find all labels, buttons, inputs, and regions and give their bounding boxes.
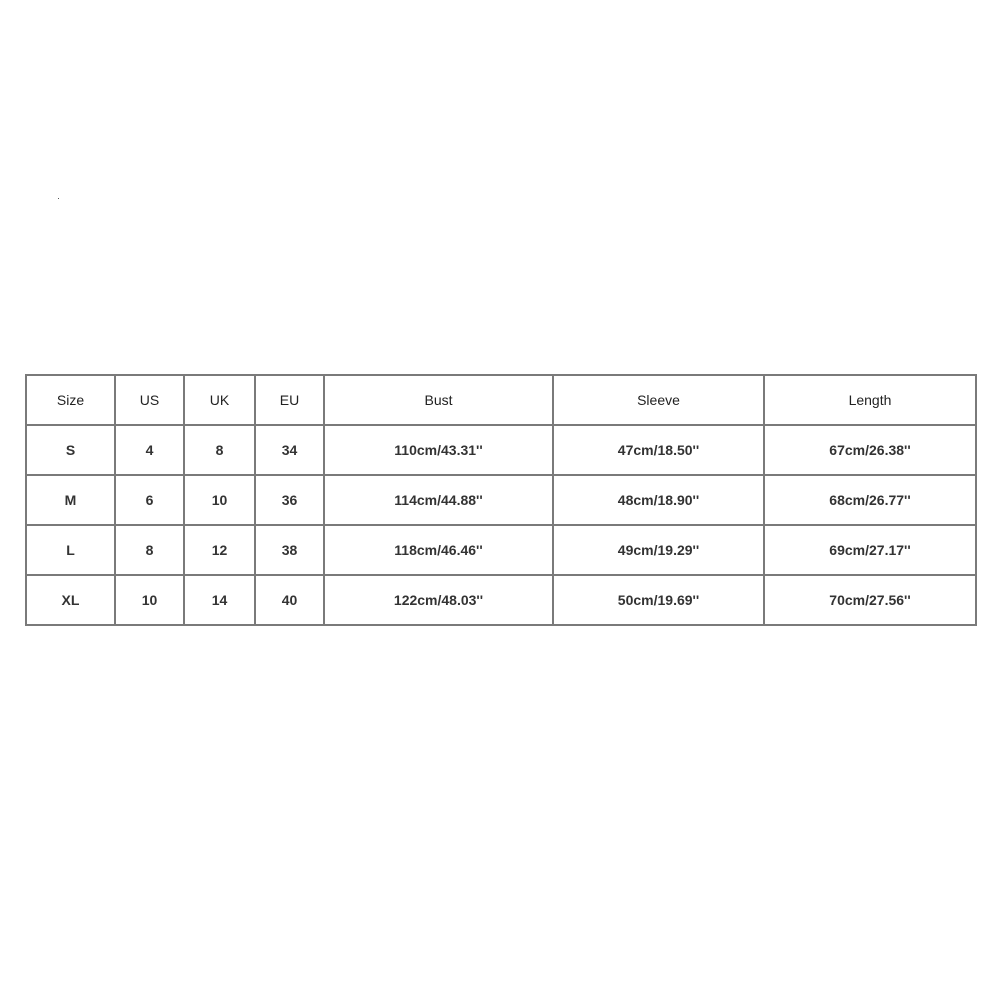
cell-uk: 8 — [184, 425, 255, 475]
cell-bust: 118cm/46.46'' — [324, 525, 553, 575]
header-bust: Bust — [324, 375, 553, 425]
cell-sleeve: 47cm/18.50'' — [553, 425, 764, 475]
cell-eu: 34 — [255, 425, 324, 475]
table-row — [26, 425, 976, 475]
cell-us: 6 — [115, 475, 184, 525]
table-row — [26, 525, 976, 575]
cell-size: L — [26, 525, 115, 575]
table-row — [26, 575, 976, 625]
header-eu: EU — [255, 375, 324, 425]
header-uk: UK — [184, 375, 255, 425]
cell-uk: 14 — [184, 575, 255, 625]
header-sleeve: Sleeve — [553, 375, 764, 425]
cell-uk: 10 — [184, 475, 255, 525]
cell-sleeve: 48cm/18.90'' — [553, 475, 764, 525]
cell-sleeve: 50cm/19.69'' — [553, 575, 764, 625]
cell-eu: 36 — [255, 475, 324, 525]
cell-length: 70cm/27.56'' — [764, 575, 976, 625]
header-size: Size — [26, 375, 115, 425]
cell-us: 8 — [115, 525, 184, 575]
cell-length: 68cm/26.77'' — [764, 475, 976, 525]
cell-length: 69cm/27.17'' — [764, 525, 976, 575]
cell-sleeve: 49cm/19.29'' — [553, 525, 764, 575]
cell-us: 10 — [115, 575, 184, 625]
cell-uk: 12 — [184, 525, 255, 575]
cell-length: 67cm/26.38'' — [764, 425, 976, 475]
header-us: US — [115, 375, 184, 425]
cell-size: M — [26, 475, 115, 525]
cell-size: XL — [26, 575, 115, 625]
cell-size: S — [26, 425, 115, 475]
cell-bust: 122cm/48.03'' — [324, 575, 553, 625]
cell-bust: 110cm/43.31'' — [324, 425, 553, 475]
header-length: Length — [764, 375, 976, 425]
cell-eu: 38 — [255, 525, 324, 575]
cell-bust: 114cm/44.88'' — [324, 475, 553, 525]
header-row — [26, 375, 976, 425]
cell-eu: 40 — [255, 575, 324, 625]
table-row — [26, 475, 976, 525]
cell-us: 4 — [115, 425, 184, 475]
size-chart-table — [25, 374, 977, 626]
stray-dot — [58, 198, 59, 199]
